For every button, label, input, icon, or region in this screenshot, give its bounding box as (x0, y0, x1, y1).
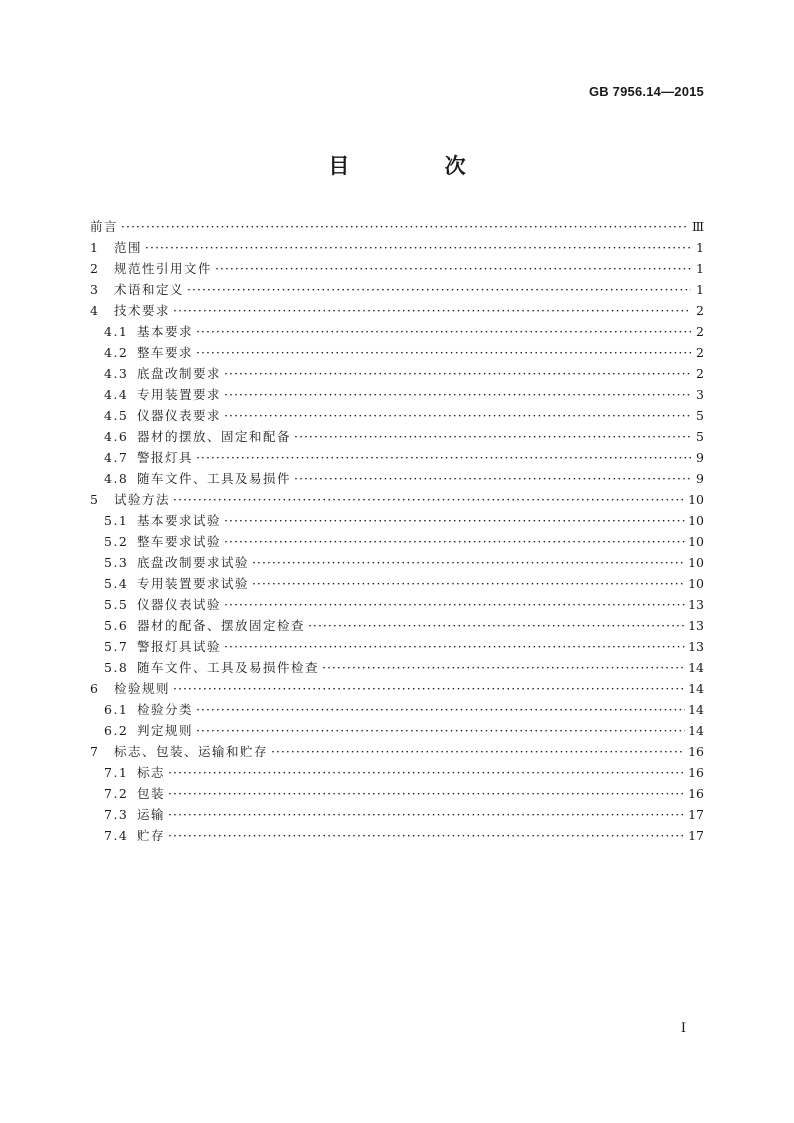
toc-leader-dots (224, 594, 685, 615)
toc-entry-label: 标志 (137, 765, 166, 780)
toc-entry-page: 5 (696, 408, 704, 423)
toc-entry-label: 标志、包装、运输和贮存 (114, 744, 269, 759)
toc-entry-label: 术语和定义 (114, 282, 185, 297)
toc-entry-label: 贮存 (137, 828, 166, 843)
toc-entry[interactable] (90, 741, 704, 762)
toc-entry-label: 专用装置要求 (137, 387, 222, 402)
toc-leader-dots (173, 678, 685, 699)
toc-entry-label: 整车要求 (137, 345, 194, 360)
toc-entry[interactable] (90, 279, 704, 300)
toc-leader-dots (196, 720, 685, 741)
toc-entry-number: 4.7 (104, 450, 129, 465)
toc-entry-label: 判定规则 (137, 723, 194, 738)
toc-entry[interactable] (90, 783, 704, 804)
toc-entry-page: 16 (688, 765, 704, 780)
toc-entry[interactable] (90, 489, 704, 510)
toc-entry-label: 检验分类 (137, 702, 194, 717)
toc-leader-dots (196, 342, 691, 363)
toc-entry[interactable] (90, 405, 704, 426)
toc-entry[interactable] (90, 321, 704, 342)
toc-entry-page: 14 (688, 723, 704, 738)
toc-entry-page: 13 (688, 597, 704, 612)
toc-leader-dots (196, 321, 691, 342)
toc-entry-number: 7.1 (104, 765, 129, 780)
toc-leader-dots (173, 300, 691, 321)
toc-entry[interactable] (90, 447, 704, 468)
toc-entry-label: 警报灯具试验 (137, 639, 222, 654)
toc-entry-number: 4.4 (104, 387, 129, 402)
toc-entry-number: 6 (90, 681, 100, 696)
toc-entry-number: 5.4 (104, 576, 129, 591)
toc-entry-page: 5 (696, 429, 704, 444)
toc-leader-dots (168, 783, 685, 804)
toc-entry[interactable] (90, 720, 704, 741)
toc-leader-dots (294, 426, 691, 447)
toc-entry-page: 9 (696, 471, 704, 486)
toc-entry-label: 前言 (90, 219, 119, 234)
toc-entry-number: 5.7 (104, 639, 129, 654)
standard-number: GB 7956.14—2015 (588, 84, 704, 99)
toc-entry-page: 10 (688, 534, 704, 549)
toc-leader-dots (145, 237, 691, 258)
toc-leader-dots (224, 531, 685, 552)
toc-entry-label: 随车文件、工具及易损件 (137, 471, 292, 486)
toc-entry-number: 4 (90, 303, 100, 318)
toc-entry-page: 10 (688, 555, 704, 570)
toc-leader-dots (196, 447, 691, 468)
toc-entry-number: 5.3 (104, 555, 129, 570)
toc-entry[interactable] (90, 468, 704, 489)
toc-leader-dots (173, 489, 685, 510)
toc-entry-page: 2 (696, 366, 704, 381)
toc-entry-label: 技术要求 (114, 303, 171, 318)
toc-entry[interactable] (90, 237, 704, 258)
toc-entry-label: 仪器仪表要求 (137, 408, 222, 423)
toc-entry-number: 3 (90, 282, 100, 297)
toc-entry-number: 4.6 (104, 429, 129, 444)
toc-entry-page: 2 (696, 345, 704, 360)
toc-entry-page: 10 (688, 492, 704, 507)
page-title: 目 次 (328, 154, 510, 178)
toc-entry-page: 14 (688, 660, 704, 675)
toc-entry[interactable] (90, 384, 704, 405)
toc-entry-label: 底盘改制要求试验 (137, 555, 250, 570)
toc-entry-number: 5.6 (104, 618, 129, 633)
toc-entry[interactable] (90, 804, 704, 825)
toc-entry[interactable] (90, 762, 704, 783)
toc-leader-dots (271, 741, 685, 762)
toc-entry-label: 底盘改制要求 (137, 366, 222, 381)
toc-leader-dots (224, 384, 691, 405)
toc-entry[interactable] (90, 531, 704, 552)
toc-leader-dots (224, 363, 691, 384)
toc-entry-page: 1 (696, 261, 704, 276)
toc-entry-number: 5 (90, 492, 100, 507)
toc-entry-number: 2 (90, 261, 100, 276)
toc-entry-number: 4.2 (104, 345, 129, 360)
toc-entry[interactable] (90, 363, 704, 384)
toc-entry-label: 基本要求试验 (137, 513, 222, 528)
toc-entry[interactable] (90, 342, 704, 363)
toc-entry-page: 1 (696, 282, 704, 297)
toc-entry[interactable] (90, 615, 704, 636)
toc-leader-dots (294, 468, 691, 489)
toc-entry-label: 试验方法 (114, 492, 171, 507)
toc-entry-label: 范围 (114, 240, 143, 255)
toc-entry-page: 17 (688, 807, 704, 822)
toc-entry-label: 包装 (137, 786, 166, 801)
toc-leader-dots (224, 510, 685, 531)
toc-entry[interactable] (90, 825, 704, 846)
toc-leader-dots (168, 762, 685, 783)
toc-entry-page: 2 (696, 324, 704, 339)
toc-entry-page: 10 (688, 513, 704, 528)
toc-entry[interactable] (90, 699, 704, 720)
toc-leader-dots (224, 405, 691, 426)
toc-entry-number: 4.8 (104, 471, 129, 486)
toc-entry-label: 运输 (137, 807, 166, 822)
toc-entry-label: 器材的配备、摆放固定检查 (137, 618, 306, 633)
table-of-contents (90, 216, 704, 846)
toc-leader-dots (187, 279, 691, 300)
toc-entry-number: 1 (90, 240, 100, 255)
toc-leader-dots (168, 825, 685, 846)
toc-leader-dots (224, 636, 685, 657)
toc-entry-number: 5.8 (104, 660, 129, 675)
toc-entry[interactable] (90, 678, 704, 699)
toc-leader-dots (196, 699, 685, 720)
toc-entry[interactable] (90, 594, 704, 615)
toc-entry-page: 13 (688, 618, 704, 633)
toc-entry-number: 6.1 (104, 702, 129, 717)
toc-entry-label: 警报灯具 (137, 450, 194, 465)
toc-leader-dots (252, 573, 685, 594)
toc-entry[interactable] (90, 636, 704, 657)
toc-leader-dots (252, 552, 685, 573)
toc-entry-label: 规范性引用文件 (114, 261, 213, 276)
toc-entry-label: 器材的摆放、固定和配备 (137, 429, 292, 444)
toc-entry-page: 14 (688, 702, 704, 717)
toc-leader-dots (121, 216, 689, 237)
toc-entry-number: 5.1 (104, 513, 129, 528)
toc-entry-number: 7.4 (104, 828, 129, 843)
toc-entry[interactable] (90, 552, 704, 573)
toc-entry[interactable] (90, 258, 704, 279)
toc-entry-label: 基本要求 (137, 324, 194, 339)
toc-leader-dots (215, 258, 691, 279)
toc-entry-number: 4.5 (104, 408, 129, 423)
toc-entry-label: 随车文件、工具及易损件检查 (137, 660, 320, 675)
toc-entry-page: 17 (688, 828, 704, 843)
page-folio: Ⅰ (680, 1021, 686, 1036)
toc-entry-page: 2 (696, 303, 704, 318)
toc-entry-label: 专用装置要求试验 (137, 576, 250, 591)
toc-entry[interactable] (90, 573, 704, 594)
toc-leader-dots (322, 657, 685, 678)
toc-entry[interactable] (90, 216, 704, 237)
toc-entry-number: 4.1 (104, 324, 129, 339)
toc-entry-page: 9 (696, 450, 704, 465)
toc-entry-page: 13 (688, 639, 704, 654)
toc-entry-page: 16 (688, 786, 704, 801)
toc-entry-number: 7 (90, 744, 100, 759)
toc-leader-dots (168, 804, 685, 825)
toc-entry[interactable] (90, 426, 704, 447)
toc-entry-page: 1 (696, 240, 704, 255)
toc-entry-number: 7.3 (104, 807, 129, 822)
toc-entry-number: 5.5 (104, 597, 129, 612)
toc-leader-dots (308, 615, 685, 636)
toc-entry[interactable] (90, 657, 704, 678)
toc-entry-page: 14 (688, 681, 704, 696)
toc-entry-page: Ⅲ (691, 219, 704, 234)
toc-entry-page: 16 (688, 744, 704, 759)
toc-entry-label: 仪器仪表试验 (137, 597, 222, 612)
toc-entry-number: 6.2 (104, 723, 129, 738)
toc-entry-label: 检验规则 (114, 681, 171, 696)
toc-entry-number: 7.2 (104, 786, 129, 801)
toc-entry[interactable] (90, 300, 704, 321)
toc-entry-number: 4.3 (104, 366, 129, 381)
toc-entry-label: 整车要求试验 (137, 534, 222, 549)
toc-entry-page: 10 (688, 576, 704, 591)
toc-entry[interactable] (90, 510, 704, 531)
toc-entry-number: 5.2 (104, 534, 129, 549)
toc-entry-page: 3 (696, 387, 704, 402)
